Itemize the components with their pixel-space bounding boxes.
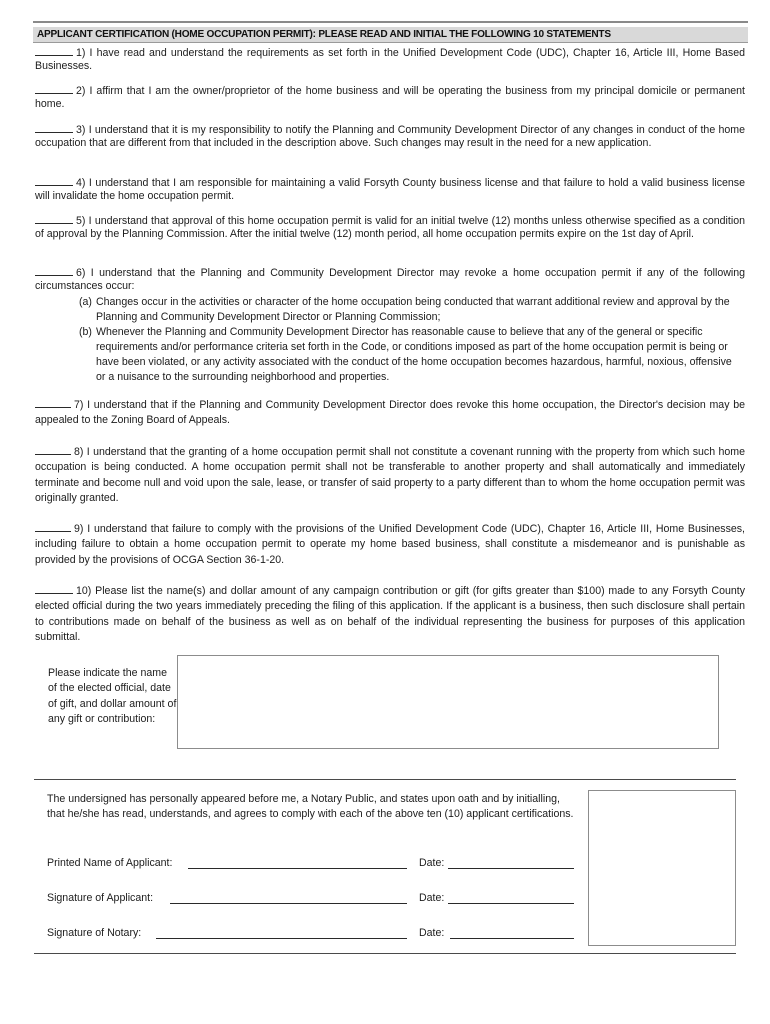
gift-details-field[interactable] [177, 655, 719, 749]
notary-top-divider [34, 779, 736, 780]
notary-signature-field[interactable] [156, 938, 407, 939]
initials-blank-7[interactable] [35, 398, 71, 408]
printed-name-field[interactable] [188, 868, 407, 869]
initials-blank-8[interactable] [35, 445, 71, 455]
initials-blank-2[interactable] [35, 84, 73, 94]
statement-6-item-a [79, 295, 739, 325]
notary-bottom-divider [34, 953, 736, 954]
date-field-1[interactable] [448, 868, 574, 869]
statement-3-text: 3) I understand that it is my responsibility to notify the Planning and Community Development Director of any changes in conduct of the home occupation that are different from that included in the description above. Such changes may result in the need for a new application. [35, 124, 745, 149]
date-label-1: Date: [419, 857, 445, 869]
item-a-letter: (a) [79, 296, 92, 308]
notary-statement: The undersigned has personally appeared before me, a Notary Public, and states upon oath and by initialling, that he/she has read, understands, and agrees to comply with each of the above ten (10) applicant certifications. [47, 793, 574, 821]
initials-blank-4[interactable] [35, 176, 73, 186]
date-label-2: Date: [419, 892, 445, 904]
statement-7-text: 7) I understand that if the Planning and Community Development Director does revoke this home occupation, the Director's decision may be appealed to the Zoning Board of Appeals. [35, 399, 745, 427]
statement-2-text: 2) I affirm that I am the owner/proprietor of the home business and will be operating the business from my principal domicile or permanent home. [35, 85, 745, 110]
initials-blank-1[interactable] [35, 46, 73, 56]
initials-blank-6[interactable] [35, 266, 73, 276]
item-a-text: Changes occur in the activities or character of the home occupation being conducted that warrant additional review and approval by the Planning and Community Development Director or Planning Commission; [96, 296, 730, 323]
statement-6 [35, 266, 745, 293]
initials-blank-10[interactable] [35, 584, 73, 594]
statement-9 [35, 522, 745, 568]
statement-2 [35, 84, 745, 111]
item-b-text: Whenever the Planning and Community Development Director has reasonable cause to believe that any of the general or specific requirements and/or performance criteria set forth in the Code, or conditions imposed as part of the home occupation permit is being or have been violated, or any activity associated with the conduct of the home occupation becomes hazardous, harmful, noxious, offensive or a nuisance to the surrounding neighborhood and properties. [96, 326, 732, 383]
statement-9-text: 9) I understand that failure to comply with the provisions of the Unified Development Code (UDC), Chapter 16, Article III, Home Businesses, including failure to obtain a home occupation permit to operate my home based business, shall constitute a misdemeanor and is punishable as provided by the provisions of OCGA Section 36-1-20. [35, 523, 745, 566]
date-label-3: Date: [419, 927, 445, 939]
statement-4 [35, 176, 745, 203]
date-field-2[interactable] [448, 903, 574, 904]
statement-10 [35, 584, 745, 645]
header-top-rule [33, 21, 748, 23]
statement-1 [35, 46, 745, 73]
date-field-3[interactable] [450, 938, 574, 939]
applicant-signature-field[interactable] [170, 903, 407, 904]
statement-10-text: 10) Please list the name(s) and dollar amount of any campaign contribution or gift (for gifts greater than $100) made to any Forsyth County elected official during the two years immediately preceding the filing of this application. If the applicant is a business, then such disclosure shall pertain to contributions made on behalf of the business as well as on behalf of the individual representing the business for purposes of this application submittal. [35, 585, 745, 643]
item-b-letter: (b) [79, 326, 92, 338]
gift-prompt-label: Please indicate the name of the elected official, date of gift, and dollar amount of any gift or contribution: [48, 667, 177, 725]
initials-blank-3[interactable] [35, 123, 73, 133]
statement-1-text: 1) I have read and understand the requirements as set forth in the Unified Development Code (UDC), Chapter 16, Article III, Home Based Businesses. [35, 47, 745, 72]
section-header [33, 27, 748, 43]
statement-8-text: 8) I understand that the granting of a home occupation permit shall not constitute a covenant running with the property from which such home occupation is being conducted. A home occupation permit shall not be transferable to another property and shall automatically and immediately terminate and become null and void upon the sale, lease, or transfer of said property to a party different than to whom the home occupation permit was originally granted. [35, 446, 745, 504]
initials-blank-9[interactable] [35, 522, 71, 532]
statement-6-item-b [79, 325, 739, 385]
statement-5-text: 5) I understand that approval of this home occupation permit is valid for an initial twelve (12) months unless otherwise specified as a condition of approval by the Planning Commission. After the initial twelve (12) month period, all home occupation permits expire on the 1st day of April. [35, 215, 745, 240]
statement-8 [35, 445, 745, 506]
statement-3 [35, 123, 745, 150]
statement-7 [35, 398, 745, 429]
section-title: APPLICANT CERTIFICATION (HOME OCCUPATION PERMIT): PLEASE READ AND INITIAL THE FOLLOWING 10 STATEMENTS [37, 29, 611, 40]
notary-seal-box [588, 790, 736, 946]
initials-blank-5[interactable] [35, 214, 73, 224]
applicant-signature-label: Signature of Applicant: [47, 892, 154, 904]
printed-name-label: Printed Name of Applicant: [47, 857, 173, 869]
statement-5 [35, 214, 745, 241]
notary-signature-label: Signature of Notary: [47, 927, 142, 939]
statement-4-text: 4) I understand that I am responsible for maintaining a valid Forsyth County business license and that failure to hold a valid business license will invalidate the home occupation permit. [35, 177, 745, 202]
statement-6-text: 6) I understand that the Planning and Community Development Director may revoke a home occupation permit if any of the following circumstances occur: [35, 267, 745, 292]
